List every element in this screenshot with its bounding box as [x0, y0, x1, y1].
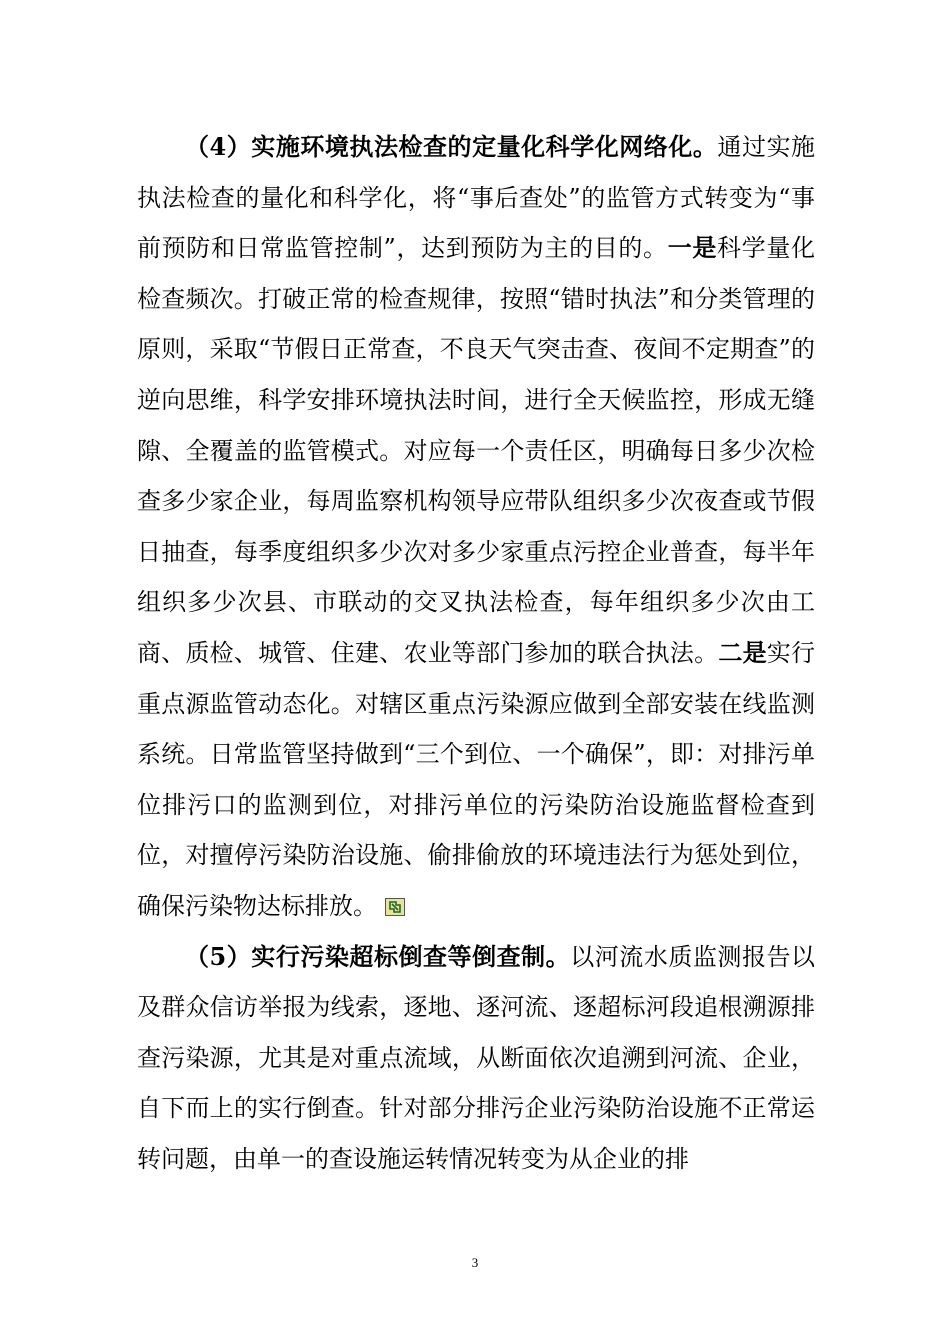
- link-icon[interactable]: [385, 898, 405, 916]
- paragraph-4: [137, 122, 815, 932]
- paragraph-4-point-2: 二是: [718, 637, 767, 667]
- paragraph-5: [137, 932, 815, 1185]
- paragraph-4-text-1: 通过实施执法检查的量化和科学化，将“事后查处”的监管方式转变为“事前预防和日常监管控制”，达到预防为主的目的。: [137, 133, 816, 263]
- paragraph-4-text-3: 实行重点源监管动态化。对辖区重点污染源应做到全部安装在线监测系统。日常监管坚持做到“三个到位、一个确保”，即：对排污单位排污口的监测到位，对排污单位的污染防治设施监督检查到位，对擅停污染防治设施、偷排偷放的环境违法行为惩处到位，确保污染物达标排放。: [137, 638, 816, 920]
- paragraph-4-point-1: 一是: [667, 233, 718, 263]
- paragraph-4-text-2: 科学量化检查频次。打破正常的检查规律，按照“错时执法”和分类管理的原则，采取“节假日正常查，不良天气突击查、夜间不定期查”的逆向思维，科学安排环境执法时间，进行全天候监控，形成无缝隙、全覆盖的监管模式。对应每一个责任区，明确每日多少次检查多少家企业，每周监察机构领导应带队组织多少次夜查或节假日抽查，每季度组织多少次对多少家重点污控企业普查，每半年组织多少次县、市联动的交叉执法检查，每年组织多少次由工商、质检、城管、住建、农业等部门参加的联合执法。: [137, 234, 815, 667]
- document-page: [137, 122, 815, 1184]
- paragraph-5-heading: （5）实行污染超标倒查等倒查制。: [185, 941, 571, 971]
- page-number: 3: [471, 1255, 479, 1270]
- paragraph-5-text-1: 以河流水质监测报告以及群众信访举报为线索，逐地、逐河流、逐超标河段追根溯源排查污染源，尤其是对重点流域，从断面依次追溯到河流、企业，自下而上的实行倒查。针对部分排污企业污染防治设施不正常运转问题，由单一的查设施运转情况转变为从企业的排: [137, 942, 816, 1173]
- paragraph-4-heading: （4）实施环境执法检查的定量化科学化网络化。: [185, 132, 718, 161]
